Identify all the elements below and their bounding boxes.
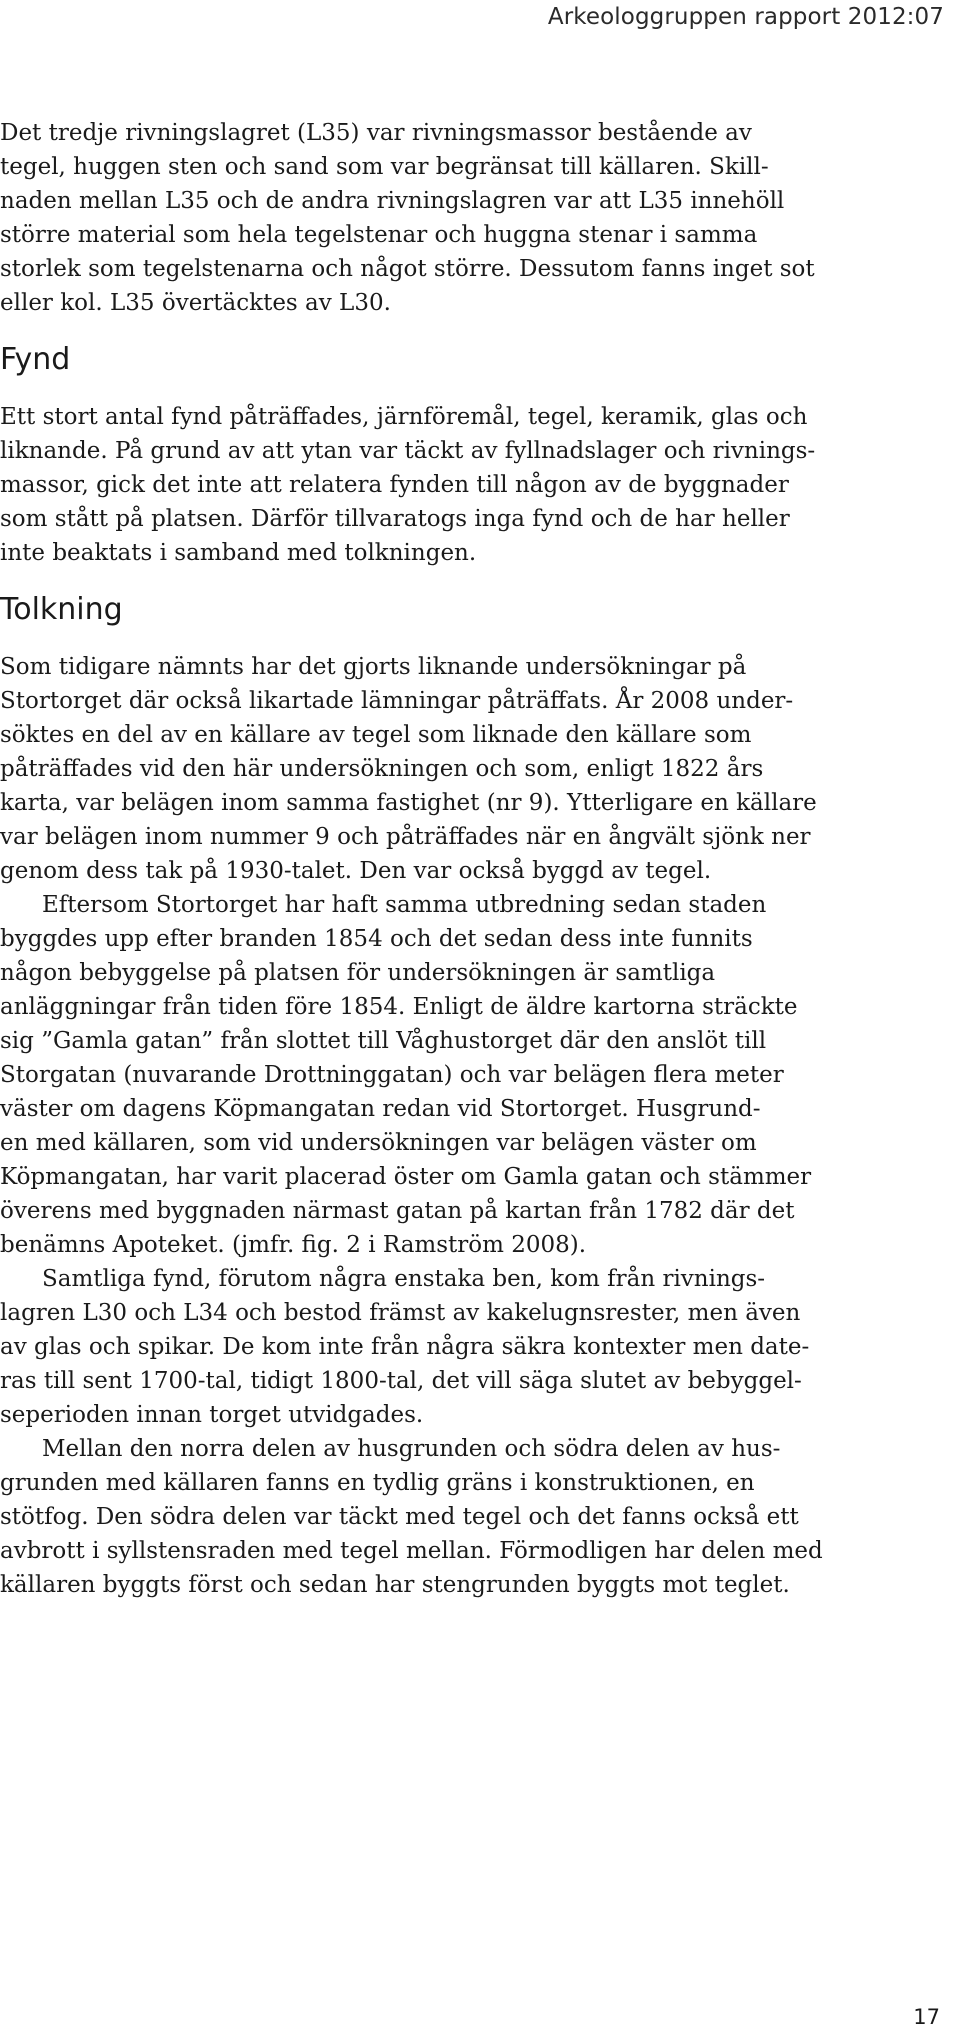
text-line: lagren L30 och L34 och bestod främst av kakelugnsrester, men även bbox=[0, 1300, 801, 1326]
text-line: benämns Apoteket. (jmfr. fig. 2 i Ramström 2008). bbox=[0, 1232, 587, 1258]
page-number: 17 bbox=[913, 2005, 940, 2029]
text-line: var belägen inom nummer 9 och påträffades när en ångvält sjönk ner bbox=[0, 824, 811, 850]
text-line: en med källaren, som vid undersökningen var belägen väster om bbox=[0, 1130, 757, 1156]
text-line: grunden med källaren fanns en tydlig gräns i konstruktionen, en bbox=[0, 1470, 755, 1496]
text-line: genom dess tak på 1930-talet. Den var också byggd av tegel. bbox=[0, 858, 712, 884]
text-line: Som tidigare nämnts har det gjorts liknande undersökningar på bbox=[0, 654, 747, 680]
text-line: byggdes upp efter branden 1854 och det sedan dess inte funnits bbox=[0, 926, 753, 952]
text-line: tegel, huggen sten och sand som var begränsat till källaren. Skill- bbox=[0, 154, 769, 180]
text-line: seperioden innan torget utvidgades. bbox=[0, 1402, 424, 1428]
text-line: av glas och spikar. De kom inte från några säkra kontexter men date- bbox=[0, 1334, 810, 1360]
text-line: Eftersom Stortorget har haft samma utbredning sedan staden bbox=[42, 892, 767, 918]
text-line: inte beaktats i samband med tolkningen. bbox=[0, 540, 477, 566]
text-line: Mellan den norra delen av husgrunden och södra delen av hus- bbox=[42, 1436, 781, 1462]
text-line: sig ”Gamla gatan” från slottet till Våghustorget där den anslöt till bbox=[0, 1028, 767, 1054]
text-line: Samtliga fynd, förutom några enstaka ben, kom från rivnings- bbox=[42, 1266, 766, 1292]
text-line: avbrott i syllstensraden med tegel mellan. Förmodligen har delen med bbox=[0, 1538, 823, 1564]
text-line: ras till sent 1700-tal, tidigt 1800-tal, det vill säga slutet av bebyggel- bbox=[0, 1368, 802, 1394]
section-heading-fynd: Fynd bbox=[0, 342, 71, 377]
text-line: Storgatan (nuvarande Drottninggatan) och var belägen flera meter bbox=[0, 1062, 784, 1088]
text-line: eller kol. L35 övertäcktes av L30. bbox=[0, 290, 391, 316]
text-line: större material som hela tegelstenar och huggna stenar i samma bbox=[0, 222, 758, 248]
text-line: massor, gick det inte att relatera fynden till någon av de byggnader bbox=[0, 472, 789, 498]
section-heading-tolkning: Tolkning bbox=[0, 592, 123, 627]
text-line: anläggningar från tiden före 1854. Enligt de äldre kartorna sträckte bbox=[0, 994, 798, 1020]
text-line: naden mellan L35 och de andra rivningslagren var att L35 innehöll bbox=[0, 188, 785, 214]
text-line: stötfog. Den södra delen var täckt med tegel och det fanns också ett bbox=[0, 1504, 799, 1530]
text-line: som stått på platsen. Därför tillvaratogs inga fynd och de har heller bbox=[0, 506, 790, 532]
text-line: Stortorget där också likartade lämningar påträffats. År 2008 under- bbox=[0, 688, 794, 714]
text-line: källaren byggts först och sedan har stengrunden byggts mot teglet. bbox=[0, 1572, 790, 1598]
text-line: väster om dagens Köpmangatan redan vid Stortorget. Husgrund- bbox=[0, 1096, 761, 1122]
text-line: storlek som tegelstenarna och något större. Dessutom fanns inget sot bbox=[0, 256, 815, 282]
text-line: Det tredje rivningslagret (L35) var rivningsmassor bestående av bbox=[0, 120, 752, 146]
text-line: överens med byggnaden närmast gatan på kartan från 1782 där det bbox=[0, 1198, 795, 1224]
text-line: karta, var belägen inom samma fastighet (nr 9). Ytterligare en källare bbox=[0, 790, 817, 816]
text-line: söktes en del av en källare av tegel som liknade den källare som bbox=[0, 722, 752, 748]
text-line: Köpmangatan, har varit placerad öster om Gamla gatan och stämmer bbox=[0, 1164, 812, 1190]
text-line: påträffades vid den här undersökningen och som, enligt 1822 års bbox=[0, 756, 764, 782]
running-header: Arkeologgruppen rapport 2012:07 bbox=[547, 4, 944, 30]
text-line: Ett stort antal fynd påträffades, järnföremål, tegel, keramik, glas och bbox=[0, 404, 808, 430]
text-line: någon bebyggelse på platsen för undersökningen är samtliga bbox=[0, 960, 716, 986]
text-line: liknande. På grund av att ytan var täckt av fyllnadslager och rivnings- bbox=[0, 438, 816, 464]
